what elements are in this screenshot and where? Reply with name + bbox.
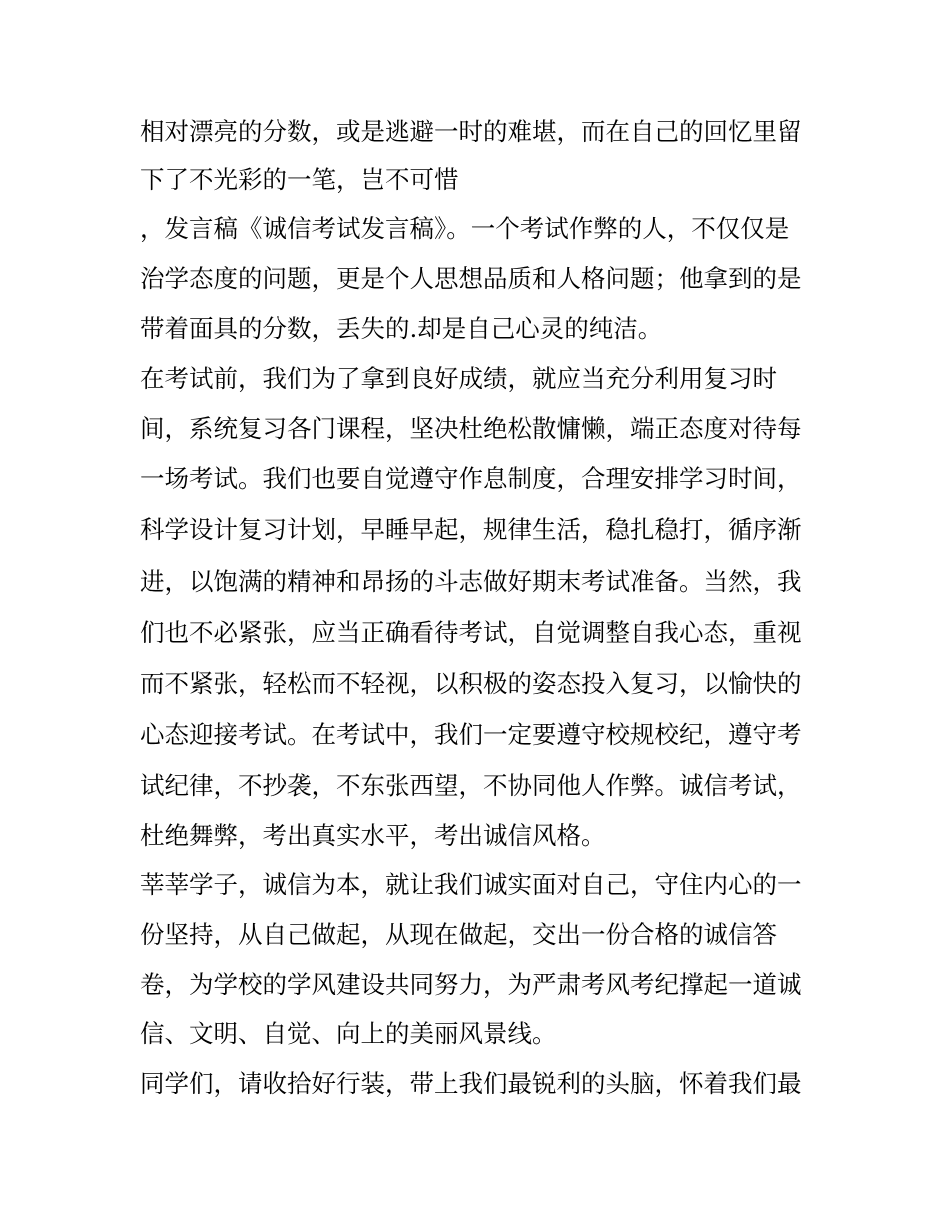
- text-line: 科学设计复习计划，早睡早起，规律生活，稳扎稳打，循序渐: [140, 515, 802, 544]
- text-line: 在考试前，我们为了拿到良好成绩，就应当充分利用复习时: [140, 364, 777, 393]
- text-line: 杜绝舞弊，考出真实水平，考出诚信风格。: [140, 821, 606, 850]
- text-line: 信、文明、自觉、向上的美丽风景线。: [140, 1019, 557, 1048]
- text-line: 进，以饱满的精神和昂扬的斗志做好期末考试准备。当然，我: [140, 567, 802, 596]
- text-line: 一场考试。我们也要自觉遵守作息制度，合理安排学习时间，: [140, 464, 802, 493]
- text-line: 治学态度的问题，更是个人思想品质和人格问题；他拿到的是: [140, 264, 802, 293]
- text-line: 而不紧张，轻松而不轻视，以积极的姿态投入复习，以愉快的: [140, 669, 802, 698]
- text-line: 们也不必紧张，应当正确看待考试，自觉调整自我心态，重视: [140, 618, 802, 647]
- text-line: 带着面具的分数，丢失的.却是自己心灵的纯洁。: [140, 314, 663, 343]
- text-line: 试纪律，不抄袭，不东张西望，不协同他人作弊。诚信考试，: [140, 771, 802, 800]
- text-line: 莘莘学子，诚信为本，就让我们诚实面对自己，守住内心的一: [140, 870, 802, 899]
- text-line: 间，系统复习各门课程，坚决杜绝松散慵懒，端正态度对待每: [140, 414, 802, 443]
- text-line: 下了不光彩的一笔，岂不可惜: [140, 165, 459, 194]
- text-line: 卷，为学校的学风建设共同努力，为严肃考风考纪撑起一道诚: [140, 970, 802, 999]
- text-line: 心态迎接考试。在考试中，我们一定要遵守校规校纪，遵守考: [140, 720, 802, 749]
- text-line: 份坚持，从自己做起，从现在做起，交出一份合格的诚信答: [140, 920, 777, 949]
- text-line: ，发言稿《诚信考试发言稿》。一个考试作弊的人，不仅仅是: [140, 214, 790, 243]
- text-line: 相对漂亮的分数，或是逃避一时的难堪，而在自己的回忆里留: [140, 117, 802, 146]
- text-line: 同学们，请收拾好行装，带上我们最锐利的头脑，怀着我们最: [140, 1069, 802, 1098]
